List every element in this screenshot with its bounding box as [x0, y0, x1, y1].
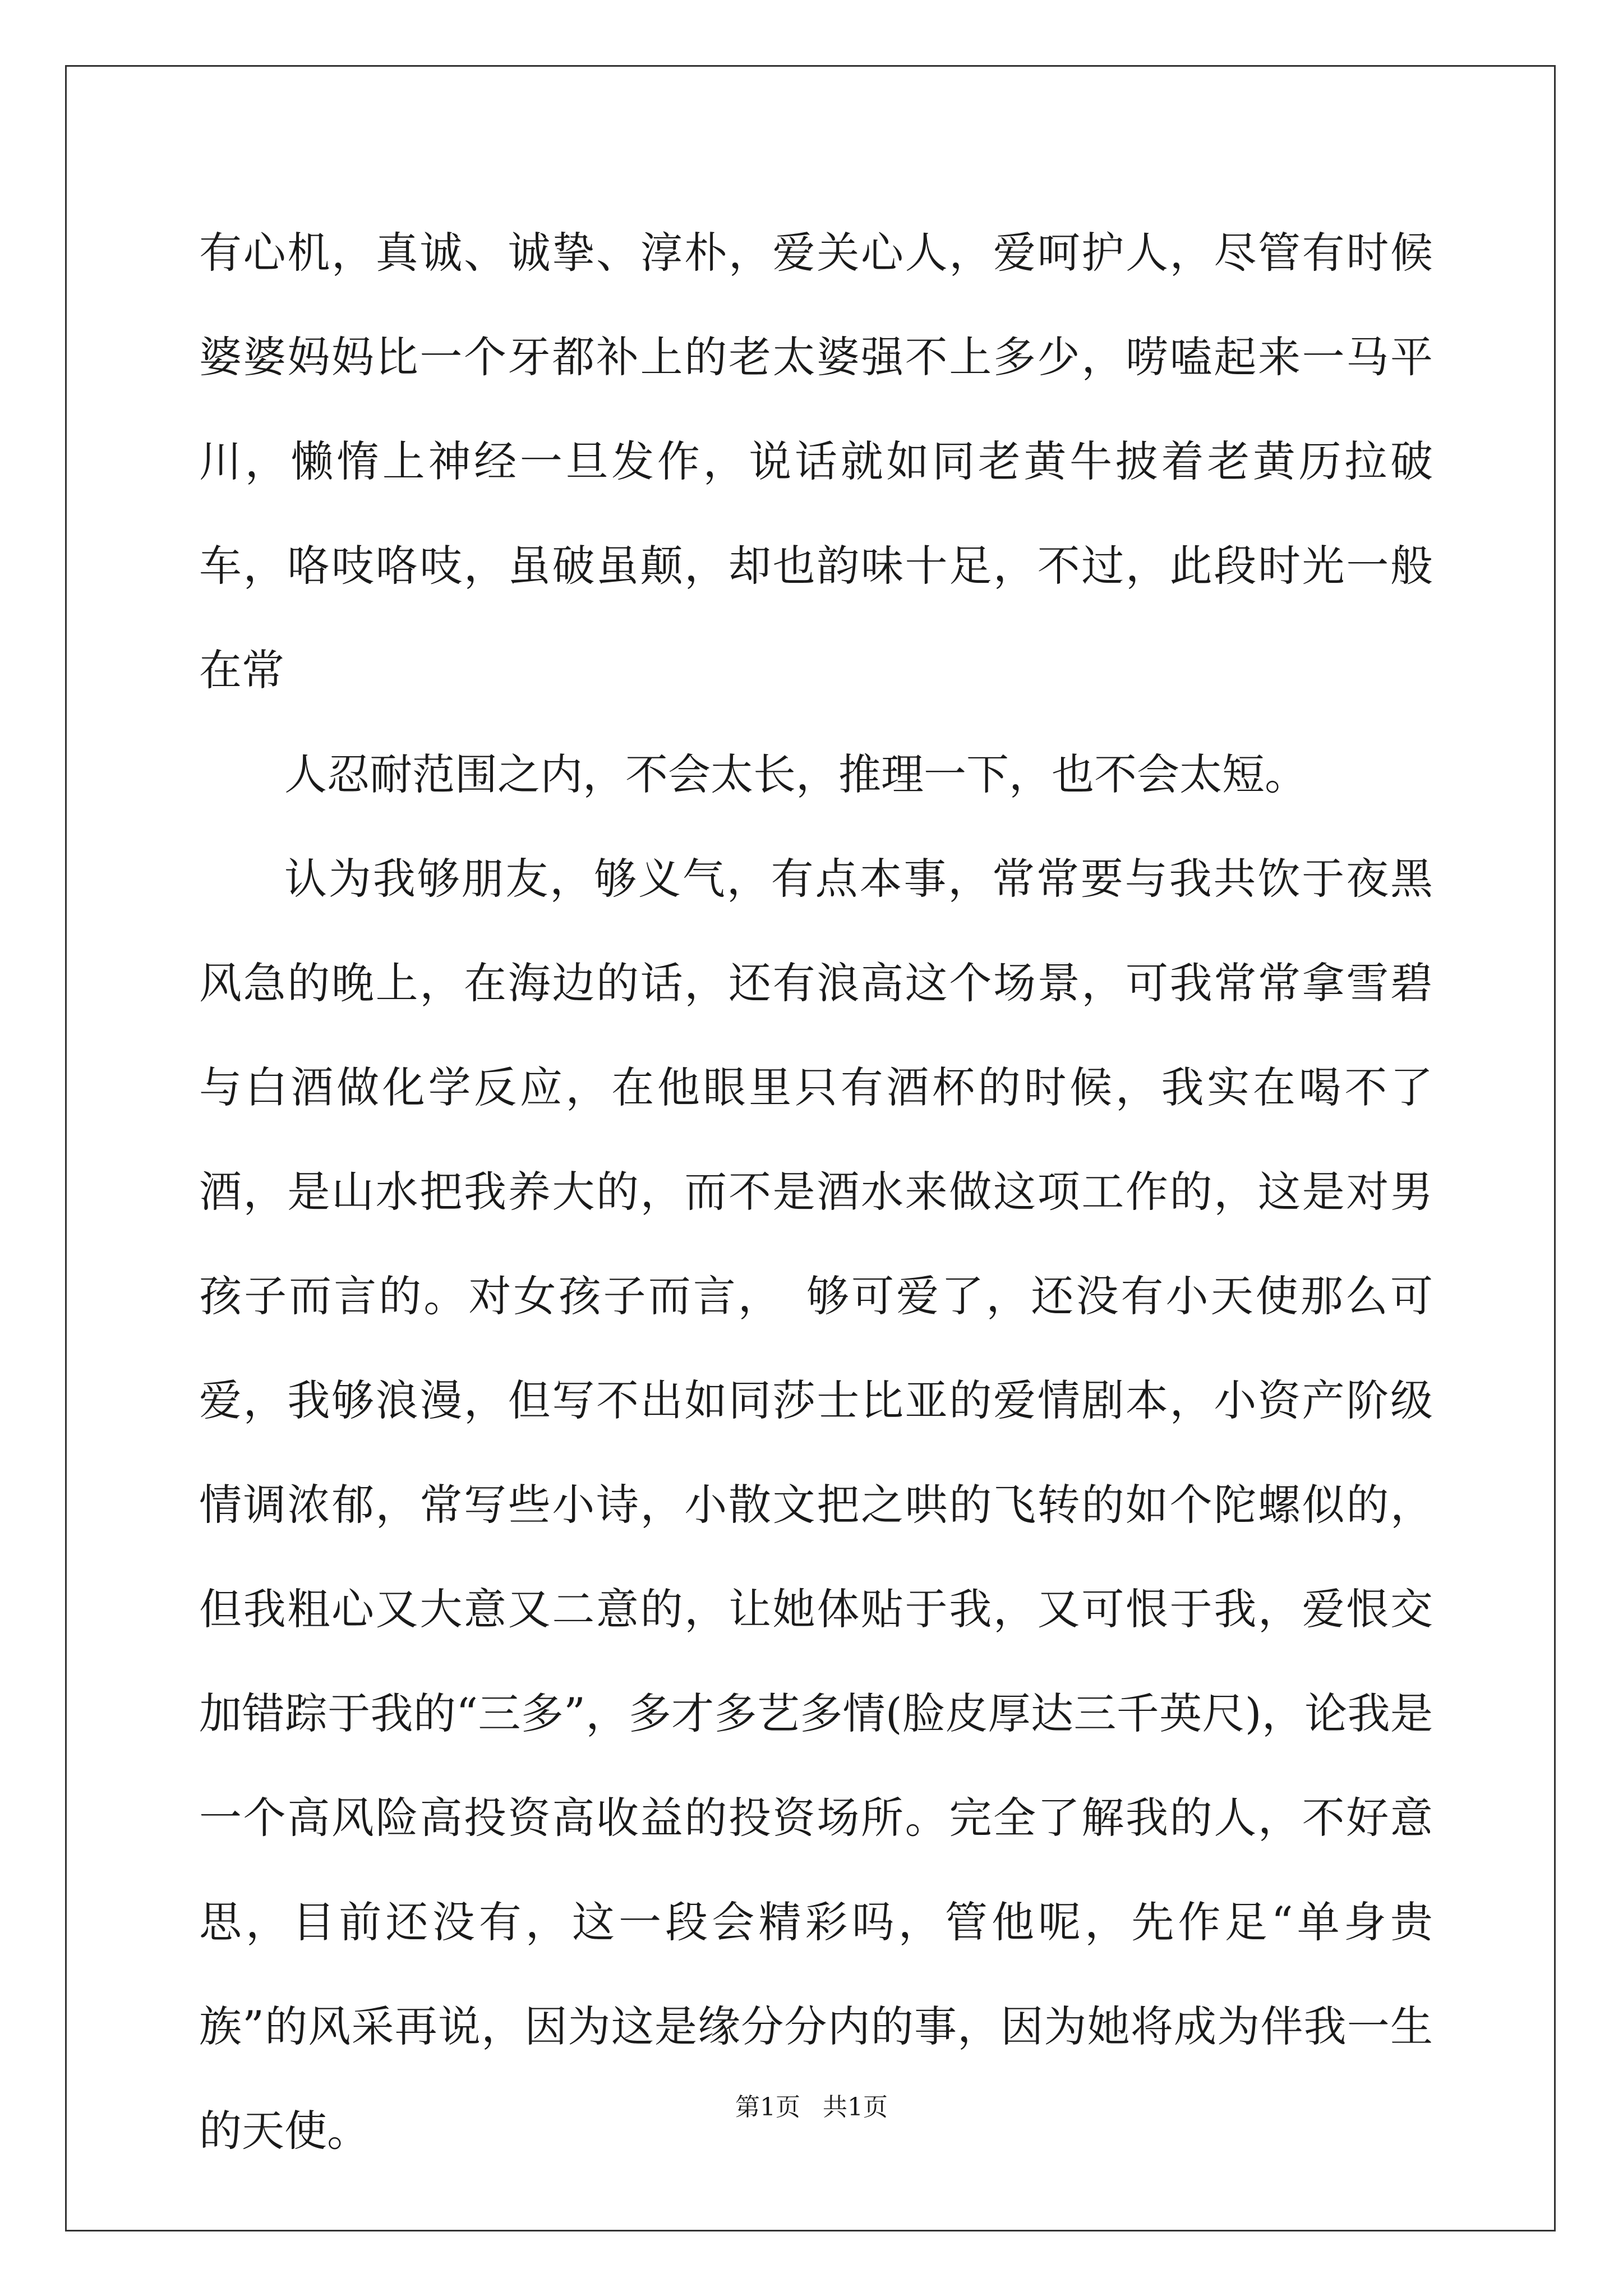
paragraph-2: 人忍耐范围之内，不会太长，推理一下，也不会太短。	[284, 749, 1307, 799]
paragraph-1: 有心机，真诚、诚挚、淳朴，爱关心人，爱呵护人，尽管有时候婆婆妈妈比一个牙都补上的老太婆强不上多少，唠嗑起来一马平川，懒惰上神经一旦发作，说话就如同老黄牛披着老黄历拉破车，咯吱咯吱，虽破虽颠，却也韵味十足，不过，此段时光一般在常	[199, 228, 1433, 695]
page-footer	[0, 2087, 1623, 2123]
document-body	[199, 201, 1433, 2183]
paragraph-3: 认为我够朋友，够义气，有点本事，常常要与我共饮于夜黑风急的晚上，在海边的话，还有浪高这个场景，可我常常拿雪碧与白酒做化学反应，在他眼里只有酒杯的时候，我实在喝不了酒，是山水把我养大的，而不是酒水来做这项工作的，这是对男孩子而言的。对女孩子而言， 够可爱了，还没有小天使那么可爱，我够浪漫，但写不出如同莎士比亚的爱情剧本，小资产阶级情调浓郁，常写些小诗，小散文把之哄的飞转的如个陀螺似的，但我粗心又大意又二意的，让她体贴于我，又可恨于我，爱恨交加错踪于我的“三多”，多才多艺多情(脸皮厚达三千英尺)，论我是一个高风险高投资高收益的投资场所。完全了解我的人，不好意思，目前还没有，这一段会精彩吗，管他呢，先作足“单身贵族”的风采再说，因为这是缘分分内的事，因为她将成为伴我一生的天使。	[199, 854, 1433, 2156]
page-number: 第1页	[735, 2093, 800, 2122]
page-total: 共1页	[823, 2093, 888, 2122]
